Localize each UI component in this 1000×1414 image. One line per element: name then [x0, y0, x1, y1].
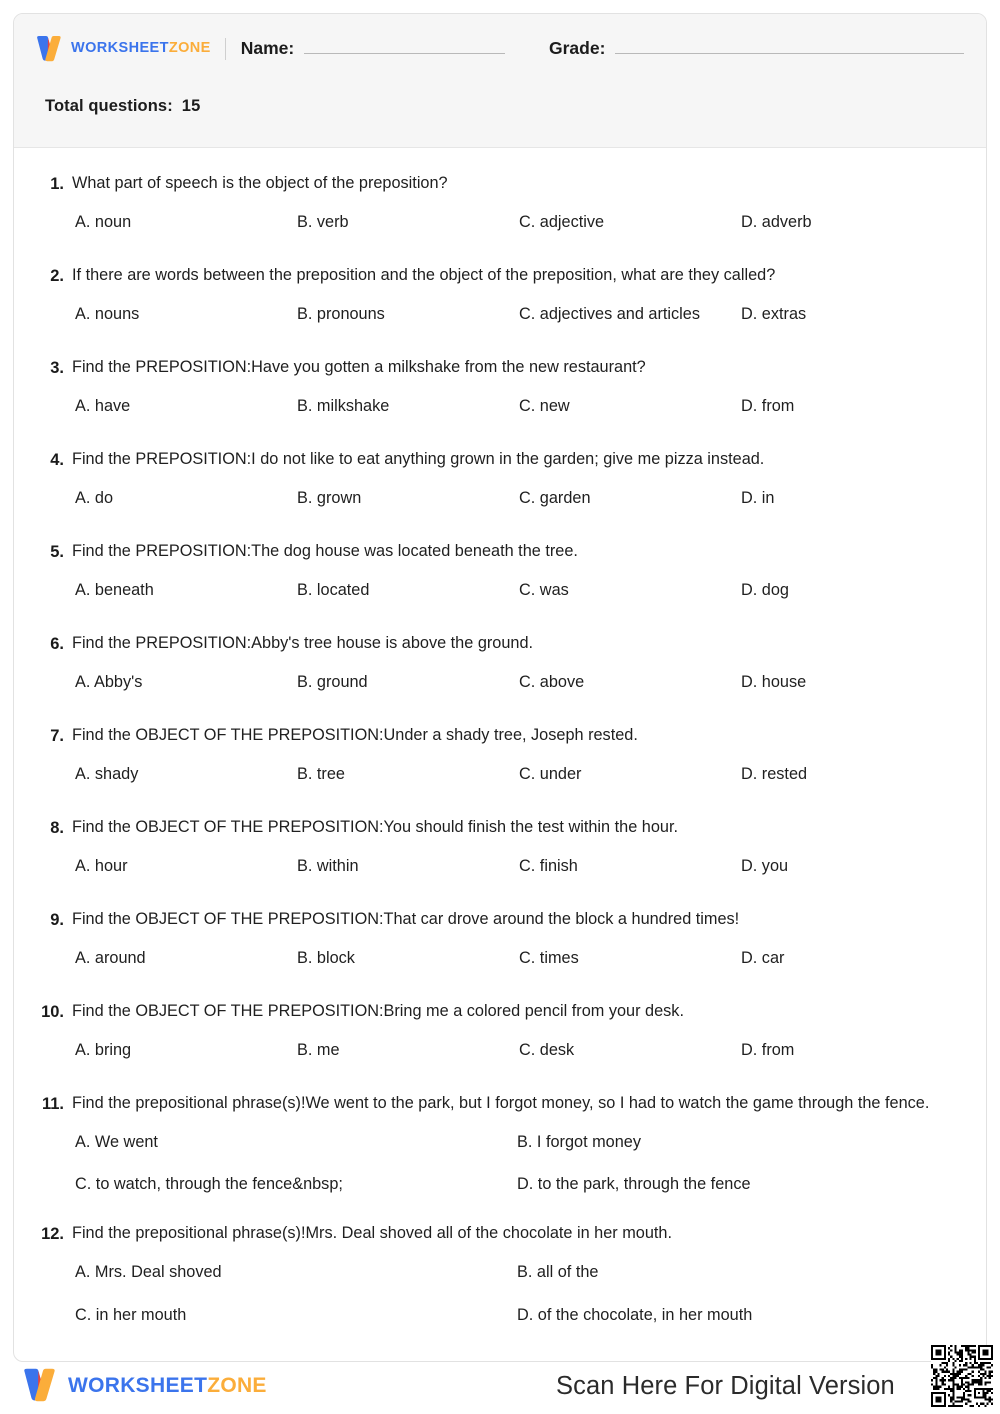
brand-wordmark [71, 41, 211, 56]
question-body [72, 172, 956, 260]
answer-option[interactable]: D. dog [741, 580, 789, 599]
answer-option[interactable]: D. rested [741, 764, 808, 783]
answer-option[interactable]: C. was [519, 580, 569, 599]
question-number: 6. [50, 634, 64, 653]
name-field-group [241, 38, 549, 59]
brand-name-part1: WORKSHEET [71, 40, 169, 57]
answer-option[interactable]: A. have [75, 397, 131, 416]
answer-option[interactable]: D. house [741, 672, 807, 691]
answer-option[interactable]: B. all of the [517, 1263, 599, 1282]
question-item [34, 1222, 956, 1349]
question-item [34, 448, 956, 536]
question-number: 5. [50, 542, 64, 561]
total-questions-label: Total questions: [45, 97, 173, 115]
question-body [72, 356, 956, 444]
question-number: 11. [41, 1094, 64, 1113]
answer-options [72, 487, 956, 536]
answer-option[interactable]: A. Abby's [75, 672, 143, 691]
question-text: What part of speech is the object of the preposition? [72, 174, 448, 192]
answer-option[interactable]: B. verb [297, 213, 349, 232]
question-item [34, 1000, 956, 1088]
question-number: 2. [50, 266, 64, 285]
header-divider [225, 38, 226, 60]
answer-option-row [75, 1261, 956, 1304]
question-item [34, 1092, 956, 1219]
question-body [72, 448, 956, 536]
question-text: Find the PREPOSITION:Have you gotten a milkshake from the new restaurant? [72, 357, 646, 376]
answer-option[interactable]: C. desk [519, 1040, 575, 1059]
question-text: Find the PREPOSITION:The dog house was located beneath the tree. [72, 541, 578, 560]
question-item [34, 356, 956, 444]
answer-option[interactable]: C. new [519, 397, 570, 416]
total-questions-value: 15 [181, 97, 201, 115]
answer-option[interactable]: A. do [75, 489, 114, 507]
question-text: If there are words between the preposition and the object of the preposition, what are they called? [72, 265, 776, 284]
answer-option[interactable]: A. bring [75, 1040, 132, 1059]
brand-name-part2: ZONE [168, 40, 211, 57]
question-item [34, 172, 956, 260]
answer-option[interactable]: D. you [741, 856, 789, 875]
answer-option[interactable]: A. nouns [75, 305, 140, 324]
total-questions-row [14, 66, 986, 116]
question-number: 9. [50, 910, 64, 929]
question-body [72, 1092, 956, 1219]
question-text: Find the OBJECT OF THE PREPOSITION:Bring me a colored pencil from your desk. [72, 1001, 684, 1020]
answer-option[interactable]: D. adverb [741, 213, 812, 232]
question-number: 10. [41, 1002, 64, 1021]
question-text: Find the OBJECT OF THE PREPOSITION:Under a shady tree, Joseph rested. [72, 725, 638, 744]
question-text: Find the prepositional phrase(s)!Mrs. Deal shoved all of the chocolate in her mouth. [72, 1224, 673, 1243]
question-body [72, 816, 956, 904]
footer-brand-name-part1: WORKSHEET [68, 1374, 208, 1397]
answer-options [72, 763, 956, 812]
answer-option[interactable]: C. under [519, 764, 582, 783]
worksheet-footer [0, 1362, 1000, 1414]
answer-option-row [75, 1131, 956, 1174]
question-body [72, 908, 956, 996]
answer-options [72, 855, 956, 904]
question-item [34, 724, 956, 812]
footer-brand-name-part2: ZONE [207, 1374, 267, 1397]
answer-options [72, 579, 956, 628]
question-number: 3. [50, 358, 64, 377]
answer-option[interactable]: D. from [741, 1040, 795, 1059]
question-body [72, 632, 956, 720]
answer-option[interactable]: C. to watch, through the fence&nbsp; [75, 1175, 343, 1194]
answer-option[interactable]: B. block [297, 948, 355, 967]
answer-option-row [75, 1304, 956, 1327]
answer-options [72, 211, 956, 260]
answer-option[interactable]: B. ground [297, 672, 368, 691]
question-text: Find the PREPOSITION:Abby's tree house is above the ground. [72, 633, 534, 652]
questions-list [14, 148, 986, 1349]
grade-field-group [549, 38, 964, 59]
question-number: 8. [50, 818, 64, 837]
question-body [72, 1222, 956, 1349]
worksheet-card [13, 13, 987, 1362]
name-label: Name: [240, 38, 295, 58]
answer-option[interactable]: B. grown [297, 489, 362, 507]
scan-here-text: Scan Here For Digital Version [556, 1372, 895, 1400]
worksheet-zone-logo-icon [19, 1366, 59, 1405]
answer-option[interactable]: A. shady [75, 764, 139, 783]
question-text: Find the prepositional phrase(s)!We went to the park, but I forgot money, so I had to watch the game through the fence. [72, 1093, 930, 1112]
grade-label: Grade: [549, 38, 606, 58]
answer-options [72, 671, 956, 720]
answer-option[interactable]: B. located [297, 580, 370, 599]
answer-option[interactable]: C. finish [519, 856, 578, 875]
answer-option[interactable]: C. above [519, 672, 585, 691]
answer-option[interactable]: C. times [519, 948, 579, 967]
question-text: Find the OBJECT OF THE PREPOSITION:That car drove around the block a hundred times! [72, 909, 740, 928]
header-identity-row [14, 14, 986, 66]
answer-option[interactable]: A. Mrs. Deal shoved [75, 1263, 222, 1282]
answer-options [72, 1261, 956, 1349]
name-input-line[interactable] [304, 53, 505, 54]
worksheet-header [14, 14, 986, 148]
question-number: 1. [50, 175, 64, 193]
question-text: Find the PREPOSITION:I do not like to eat anything grown in the garden; give me pizza instead. [72, 449, 765, 468]
answer-options [72, 1131, 956, 1219]
footer-brand [19, 1366, 267, 1405]
answer-option[interactable]: B. milkshake [297, 397, 390, 416]
qr-code-icon[interactable] [931, 1345, 993, 1407]
answer-option[interactable]: B. me [297, 1040, 340, 1059]
answer-option[interactable]: B. tree [297, 764, 345, 783]
answer-option[interactable]: A. beneath [75, 580, 154, 599]
question-body [72, 724, 956, 812]
question-number: 4. [50, 450, 64, 469]
grade-input-line[interactable] [615, 53, 964, 54]
worksheet-zone-logo-icon [33, 34, 64, 64]
answer-option[interactable]: A. hour [75, 856, 128, 875]
question-body [72, 540, 956, 628]
answer-option[interactable]: D. car [741, 948, 785, 967]
answer-options [72, 395, 956, 444]
question-number: 7. [50, 726, 64, 745]
answer-option[interactable]: D. of the chocolate, in her mouth [517, 1306, 753, 1325]
answer-option[interactable]: A. around [75, 948, 146, 967]
footer-brand-wordmark [68, 1375, 267, 1396]
answer-option[interactable]: B. within [297, 856, 359, 875]
answer-options [72, 1039, 956, 1088]
answer-option[interactable]: C. adjective [519, 213, 605, 232]
answer-option[interactable]: C. garden [519, 489, 591, 507]
question-item [34, 264, 956, 352]
question-item [34, 908, 956, 996]
question-body [72, 264, 956, 352]
answer-option[interactable]: D. in [741, 489, 775, 507]
question-body [72, 1000, 956, 1088]
question-number: 12. [41, 1225, 64, 1244]
answer-option[interactable]: D. to the park, through the fence [517, 1175, 751, 1194]
answer-option[interactable]: A. We went [75, 1132, 158, 1151]
answer-option[interactable]: D. extras [741, 305, 807, 324]
answer-option-row [75, 1173, 956, 1196]
question-item [34, 632, 956, 720]
question-text: Find the OBJECT OF THE PREPOSITION:You should finish the test within the hour. [72, 817, 678, 836]
answer-option[interactable]: A. noun [75, 213, 132, 232]
answer-option[interactable]: B. I forgot money [517, 1132, 641, 1151]
question-item [34, 540, 956, 628]
answer-option[interactable]: C. adjectives and articles [519, 305, 700, 324]
answer-option[interactable]: D. from [741, 397, 795, 416]
answer-options [72, 303, 956, 352]
answer-option[interactable]: C. in her mouth [75, 1306, 187, 1325]
answer-option[interactable]: B. pronouns [297, 305, 385, 324]
answer-options [72, 947, 956, 996]
question-item [34, 816, 956, 904]
